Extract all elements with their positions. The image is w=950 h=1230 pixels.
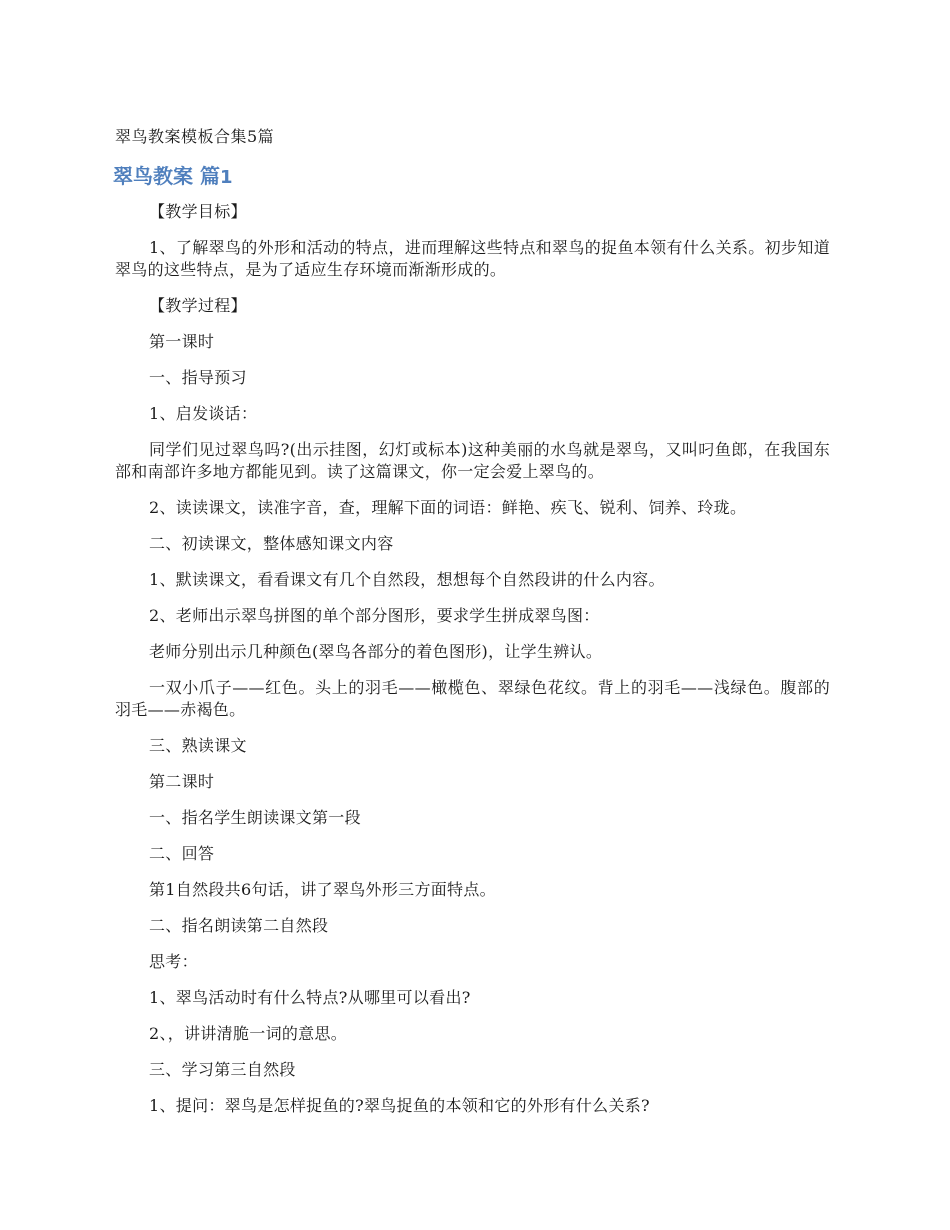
paragraph: 1、提问：翠鸟是怎样捉鱼的?翠鸟捉鱼的本领和它的外形有什么关系? (149, 1096, 650, 1115)
document-body (115, 201, 830, 1131)
section-heading-number: 1 (219, 167, 233, 188)
paragraph: 一双小爪子——红色。头上的羽毛——橄榄色、翠绿色花纹。背上的羽毛——浅绿色。腹部的羽毛——赤褐色。 (115, 678, 830, 719)
paragraph: 1、默读课文，看看课文有几个自然段，想想每个自然段讲的什么内容。 (149, 570, 665, 589)
paragraph: 1、了解翠鸟的外形和活动的特点，进而理解这些特点和翠鸟的捉鱼本领有什么关系。初步知道翠鸟的这些特点，是为了适应生存环境而渐渐形成的。 (115, 238, 830, 279)
section-heading-text: 翠鸟教案 篇 (113, 164, 220, 188)
paragraph: 2、，讲讲清脆一词的意思。 (149, 1024, 348, 1043)
paragraph: 1、启发谈话： (149, 404, 258, 423)
paragraph: 二、回答 (149, 844, 215, 863)
paragraph: 第一课时 (149, 332, 215, 351)
paragraph: 二、初读课文，整体感知课文内容 (149, 534, 394, 553)
paragraph: 三、学习第三自然段 (149, 1060, 296, 1079)
paragraph: 同学们见过翠鸟吗?(出示挂图，幻灯或标本)这种美丽的水鸟就是翠鸟，又叫叼鱼郎，在我国东部和南部许多地方都能见到。读了这篇课文，你一定会爱上翠鸟的。 (115, 440, 830, 481)
paragraph: 一、指名学生朗读课文第一段 (149, 808, 361, 827)
paragraph: 第1自然段共6句话，讲了翠鸟外形三方面特点。 (149, 880, 496, 899)
paragraph: 2、老师出示翠鸟拼图的单个部分图形，要求学生拼成翠鸟图： (149, 606, 600, 625)
paragraph-process-label: 【教学过程】 (149, 296, 247, 315)
paragraph: 老师分别出示几种颜色(翠鸟各部分的着色图形)，让学生辨认。 (149, 642, 603, 661)
paragraph: 二、指名朗读第二自然段 (149, 916, 329, 935)
paragraph: 1、翠鸟活动时有什么特点?从哪里可以看出? (149, 988, 471, 1007)
paragraph: 2、读读课文，读准字音，查，理解下面的词语：鲜艳、疾飞、锐利、饲养、玲珑。 (149, 498, 747, 517)
paragraph-objectives-label: 【教学目标】 (149, 202, 247, 221)
document-title: 翠鸟教案模板合集5篇 (115, 127, 275, 146)
paragraph: 一、指导预习 (149, 368, 247, 387)
paragraph: 思考： (149, 952, 198, 971)
section-heading (113, 161, 233, 193)
paragraph: 第二课时 (149, 772, 215, 791)
paragraph: 三、熟读课文 (149, 736, 247, 755)
